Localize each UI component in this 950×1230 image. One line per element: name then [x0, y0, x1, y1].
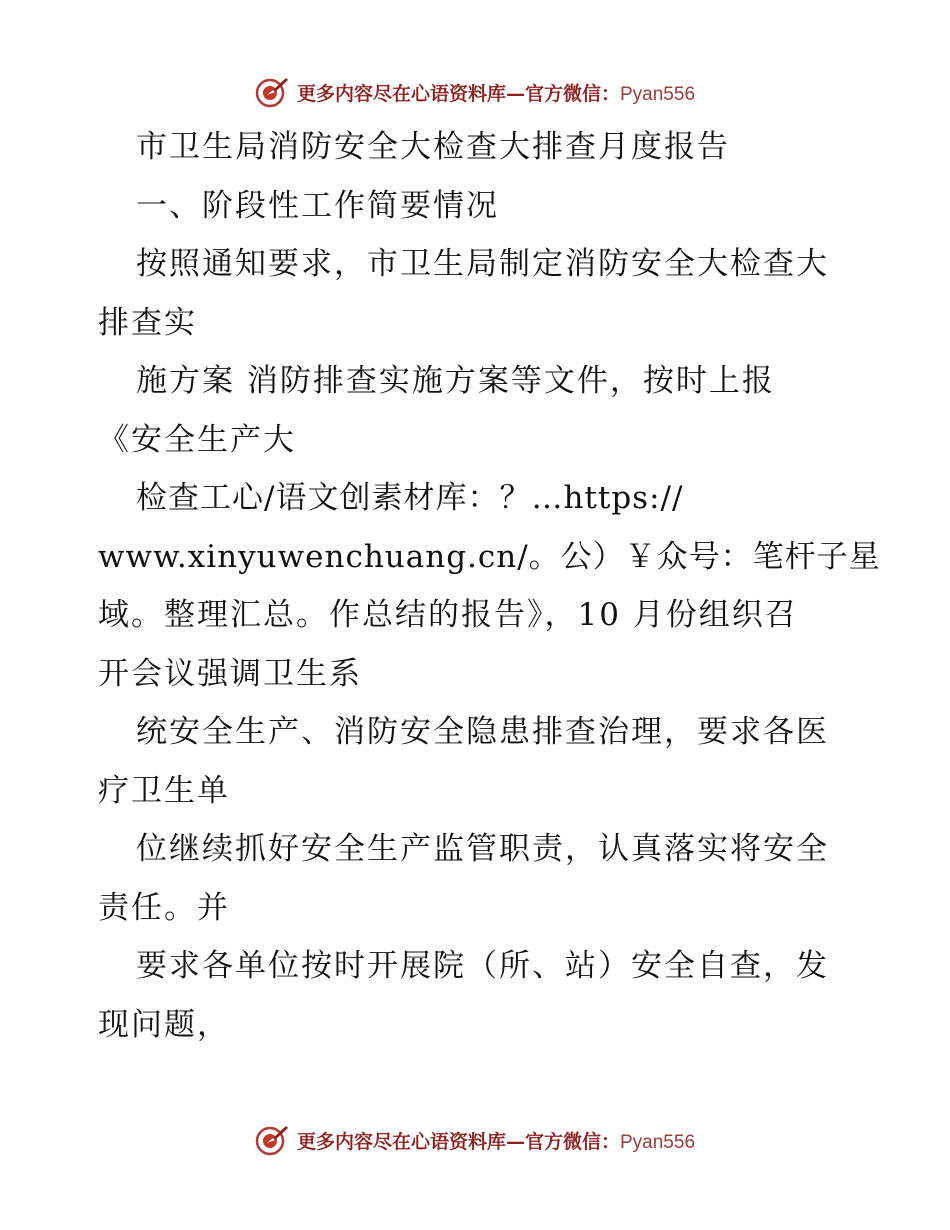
- watermark-dash: —: [505, 1130, 525, 1153]
- watermark-wechat-label: 官方微信：: [524, 1130, 620, 1153]
- paragraph-line: 《安全生产大: [98, 421, 296, 458]
- watermark-dash: —: [505, 82, 525, 105]
- pen-circle-logo-icon: [255, 1123, 289, 1157]
- document-title: 市卫生局消防安全大检查大排查月度报告: [136, 129, 730, 165]
- paragraph-line: 统安全生产、消防安全隐患排查治理，要求各医: [136, 714, 829, 750]
- paragraph-line: 要求各单位按时开展院（所、站）安全自查，发: [136, 948, 829, 984]
- header-watermark: [0, 72, 950, 112]
- watermark-site-text: 更多内容尽在心语资料库: [296, 82, 506, 105]
- paragraph-line: 现问题，: [98, 1006, 230, 1043]
- paragraph-line: 开会议强调卫生系: [98, 655, 362, 692]
- paragraph-line: 按照通知要求，市卫生局制定消防安全大检查大: [136, 246, 829, 282]
- document-body: [98, 118, 881, 1054]
- paragraph-line: 域。整理汇总。作总结的报告》，10 月份组织召: [98, 597, 798, 633]
- watermark-wechat-id: Pyan556: [620, 1131, 696, 1153]
- pen-circle-logo-icon: [255, 75, 289, 109]
- watermark-site-text: 更多内容尽在心语资料库: [296, 1130, 506, 1153]
- watermark-wechat-label: 官方微信：: [524, 82, 620, 105]
- paragraph-line: 排查实: [98, 304, 197, 341]
- paragraph-line: 施方案 消防排查实施方案等文件，按时上报: [136, 363, 775, 399]
- watermark-wechat-id: Pyan556: [620, 83, 696, 105]
- footer-watermark: [0, 1120, 950, 1160]
- paragraph-line: 检查工心/语文创素材库：？…https://: [136, 480, 684, 516]
- watermark-text: [297, 79, 695, 106]
- paragraph-line: 责任。并: [98, 889, 230, 926]
- paragraph-line: 位继续抓好安全生产监管职责，认真落实将安全: [136, 831, 829, 867]
- section-heading: 一、阶段性工作简要情况: [136, 187, 499, 224]
- paragraph-line: 疗卫生单: [98, 772, 230, 809]
- watermark-text: [297, 1127, 695, 1154]
- paragraph-line: www.xinyuwenchuang.cn/。公）￥众号：笔杆子星: [98, 538, 881, 575]
